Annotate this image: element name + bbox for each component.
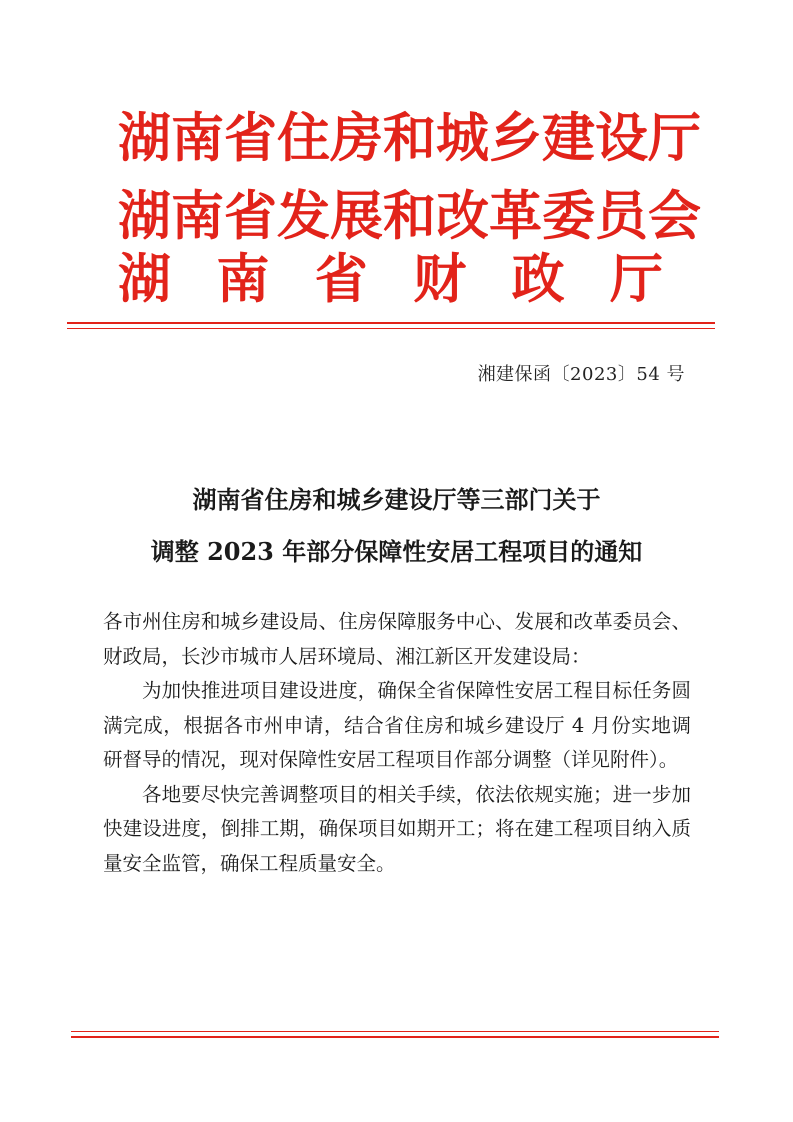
body-paragraph-1: 为加快推进项目建设进度，确保全省保障性安居工程目标任务圆满完成，根据各市州申请，结合省住房和城乡建设厅 4 月份实地调研督导的情况，现对保障性安居工程项目作部分调整（详见附件）。: [103, 679, 691, 771]
masthead-line-2: 湖南省发展和改革委员会: [118, 186, 701, 247]
document-body: [103, 605, 691, 881]
masthead-divider-thick: [67, 322, 715, 324]
recipients-paragraph: 各市州住房和城乡建设局、住房保障服务中心、发展和改革委员会、财政局，长沙市城市人居环境局、湘江新区开发建设局：: [103, 610, 691, 668]
footer-divider-thick: [71, 1036, 719, 1038]
document-number: 湘建保函〔2023〕54 号: [477, 364, 685, 385]
footer-divider-thin: [71, 1031, 719, 1032]
masthead-divider-thin: [67, 328, 715, 329]
masthead-line-3: 湖南省财政厅: [118, 249, 663, 310]
body-paragraph-2: 各地要尽快完善调整项目的相关手续，依法依规实施；进一步加快建设进度，倒排工期，确保项目如期开工；将在建工程项目纳入质量安全监管，确保工程质量安全。: [103, 782, 691, 875]
document-title-line-1: 湖南省住房和城乡建设厅等三部门关于: [192, 485, 601, 514]
masthead-line-1: 湖南省住房和城乡建设厅: [118, 108, 701, 169]
document-title-line-2: 调整 2023 年部分保障性安居工程项目的通知: [150, 537, 643, 566]
